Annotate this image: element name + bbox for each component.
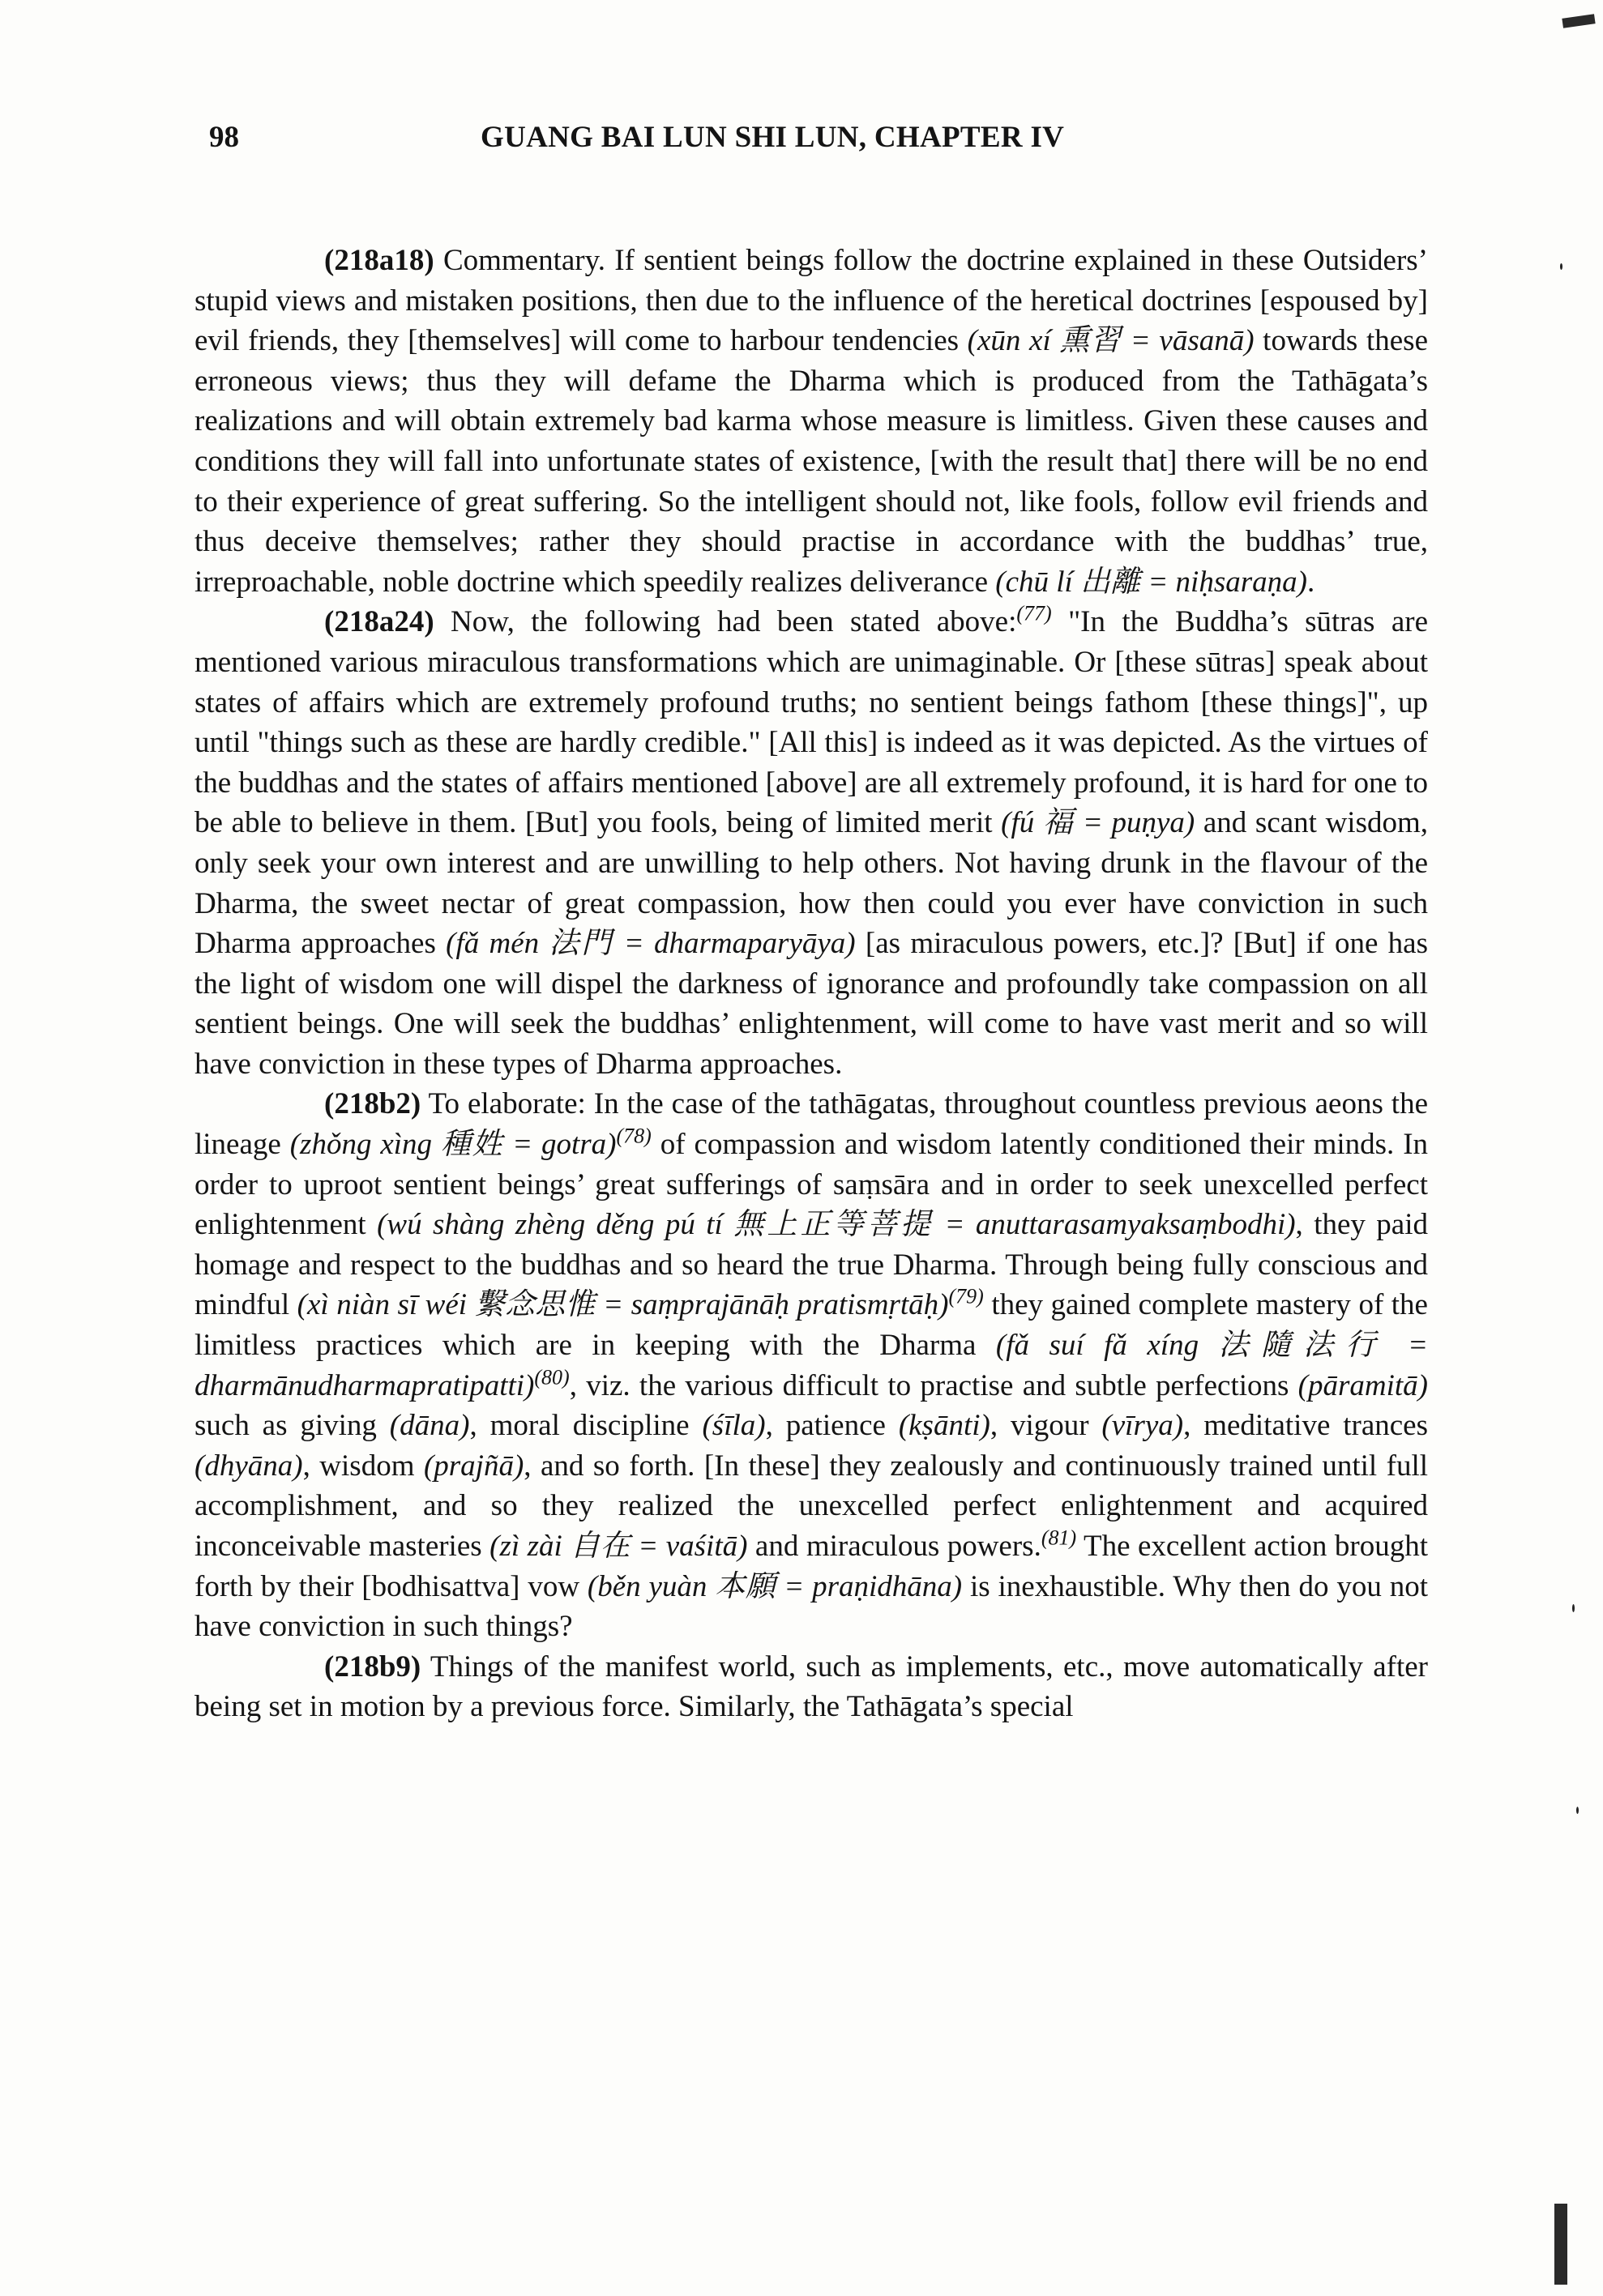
page-number: 98 bbox=[209, 121, 239, 154]
term-gloss: (fǎ mén 法門 = dharmaparyāya) bbox=[446, 927, 856, 961]
text-run: Things of the manifest world, such as implements, etc., move automatically after being set in motion by a previous force. Similarly, the Tathāgata’s special bbox=[194, 1649, 1428, 1724]
text-run: , vigour bbox=[990, 1409, 1102, 1443]
term-gloss: (prajñā) bbox=[423, 1449, 524, 1483]
text-run: The excellent action brought forth by their [bodhisattva] vow bbox=[194, 1530, 1428, 1603]
paragraph bbox=[194, 1647, 1428, 1727]
text-run: , patience bbox=[765, 1409, 899, 1443]
term-gloss: (dāna) bbox=[389, 1409, 470, 1443]
running-head: GUANG BAI LUN SHI LUN, CHAPTER IV bbox=[481, 121, 1065, 154]
term-gloss: (fǎ suí fǎ xíng 法隨法行 = dharmānudharmapratipatti) bbox=[194, 1329, 1428, 1402]
scan-artifact-top bbox=[1562, 14, 1595, 28]
text-run: , wisdom bbox=[302, 1449, 424, 1483]
section-reference: (218a18) bbox=[324, 244, 434, 277]
text-run: and scant wisdom, only seek your own interest and are unwilling to help others. Not having drunk in the flavour of the Dharma, the sweet nectar of great compassion, how then could you ever have conviction in such Dharma approaches bbox=[194, 806, 1429, 961]
footnote-marker: (79) bbox=[948, 1285, 984, 1309]
text-run: , viz. the various difficult to practise and subtle perfections bbox=[569, 1368, 1298, 1402]
footnote-marker: (80) bbox=[534, 1365, 570, 1389]
term-gloss: (pāramitā) bbox=[1297, 1368, 1428, 1402]
text-run: . bbox=[1306, 565, 1315, 599]
page-header bbox=[209, 120, 1425, 169]
text-run: Now, the following had been stated above: bbox=[434, 605, 1017, 639]
scan-speck bbox=[1572, 1604, 1575, 1612]
term-gloss: (zhǒng xìng 種姓 = gotra) bbox=[289, 1128, 617, 1162]
text-run: such as giving bbox=[194, 1409, 390, 1443]
footnote-marker: (78) bbox=[616, 1124, 652, 1148]
section-reference: (218b2) bbox=[324, 1087, 421, 1121]
text-run: is inexhaustible. Why then do you not have conviction in such things? bbox=[194, 1569, 1428, 1644]
term-gloss: (chū lí 出離 = niḥsaraṇa) bbox=[995, 565, 1307, 599]
text-run: , meditative trances bbox=[1183, 1409, 1429, 1443]
text-run: towards these erroneous views; thus they will defame the Dharma which is produced from the Tathāgata’s realizations and will obtain extremely bad karma whose measure is limitless. Given these causes and conditions they will fall into unfortunate states of existence, [with the result that] there will be no end to their experience of great suffering. So the intelligent should not, like fools, follow evil friends and thus deceive themselves; rather they should practise in accordance with the buddhas’ true, irreproachable, noble doctrine which speedily realizes deliverance bbox=[194, 324, 1428, 599]
term-gloss: (wú shàng zhèng děng pú tí 無上正等菩提 = anuttarasamyaksaṃbodhi) bbox=[377, 1208, 1296, 1242]
term-gloss: (vīrya) bbox=[1101, 1409, 1184, 1443]
text-run: , and so forth. [In these] they zealously and continuously trained until full accomplishment, and so they realized the unexcelled perfect enlightenment and acquired inconceivable masteries bbox=[194, 1449, 1428, 1563]
paragraph bbox=[194, 241, 1428, 602]
text-run: and miraculous powers. bbox=[747, 1530, 1041, 1563]
text-run: of compassion and wisdom latently conditioned their minds. In order to uproot sentient beings’ great sufferings of saṃsāra and in order to seek unexcelled perfect enlightenment bbox=[194, 1128, 1429, 1242]
term-gloss: (zì zài 自在 = vaśitā) bbox=[489, 1530, 748, 1563]
section-reference: (218a24) bbox=[324, 605, 434, 639]
term-gloss: (xūn xí 熏習 = vāsanā) bbox=[967, 324, 1255, 358]
text-run: , moral discipline bbox=[469, 1409, 703, 1443]
body-text bbox=[194, 241, 1428, 1727]
text-run: , they paid homage and respect to the buddhas and so heard the true Dharma. Through being fully conscious and mindful bbox=[194, 1208, 1429, 1322]
scan-artifact-bottom bbox=[1554, 2204, 1567, 2285]
term-gloss: (dhyāna) bbox=[194, 1449, 303, 1483]
text-run: they gained complete mastery of the limitless practices which are in keeping with the Dharma bbox=[194, 1288, 1428, 1363]
footnote-marker: (81) bbox=[1041, 1526, 1077, 1550]
text-run: [as miraculous powers, etc.]? [But] if one has the light of wisdom one will dispel the darkness of ignorance and profoundly take compassion on all sentient beings. One will seek the buddhas’ enlightenment, will come to have vast merit and so will have conviction in these types of Dharma approaches. bbox=[194, 927, 1429, 1081]
term-gloss: (xì niàn sī wéi 繫念思惟 = saṃprajānāḥ pratismṛtāḥ) bbox=[297, 1288, 949, 1322]
term-gloss: (śīla) bbox=[702, 1409, 766, 1443]
scan-speck bbox=[1576, 1807, 1579, 1814]
text-run: Commentary. If sentient beings follow the doctrine explained in these Outsiders’ stupid views and mistaken positions, then due to the influence of the heretical doctrines [espoused by] evil friends, they [themselves] will come to harbour tendencies bbox=[194, 244, 1428, 358]
section-reference: (218b9) bbox=[324, 1649, 421, 1684]
paragraph bbox=[194, 602, 1428, 1084]
text-run: To elaborate: In the case of the tathāgatas, throughout countless previous aeons the lineage bbox=[194, 1087, 1428, 1162]
term-gloss: (běn yuàn 本願 = praṇidhāna) bbox=[587, 1569, 963, 1603]
scan-speck bbox=[1560, 263, 1562, 270]
term-gloss: (fú 福 = puṇya) bbox=[1001, 806, 1195, 840]
text-run: "In the Buddha’s sūtras are mentioned various miraculous transformations which are unimaginable. Or [these sūtras] speak about states of affairs which are extremely profound truths; no sentient beings fathom [these things]", up until "things such as these are hardly credible." [All this] is indeed as it was depicted. As the virtues of the buddhas and the states of affairs mentioned [above] are all extremely profound, it is hard for one to be able to believe in them. [But] you fools, being of limited merit bbox=[194, 605, 1428, 840]
paragraph bbox=[194, 1084, 1428, 1646]
footnote-marker: (77) bbox=[1016, 602, 1052, 626]
term-gloss: (kṣānti) bbox=[898, 1409, 990, 1443]
